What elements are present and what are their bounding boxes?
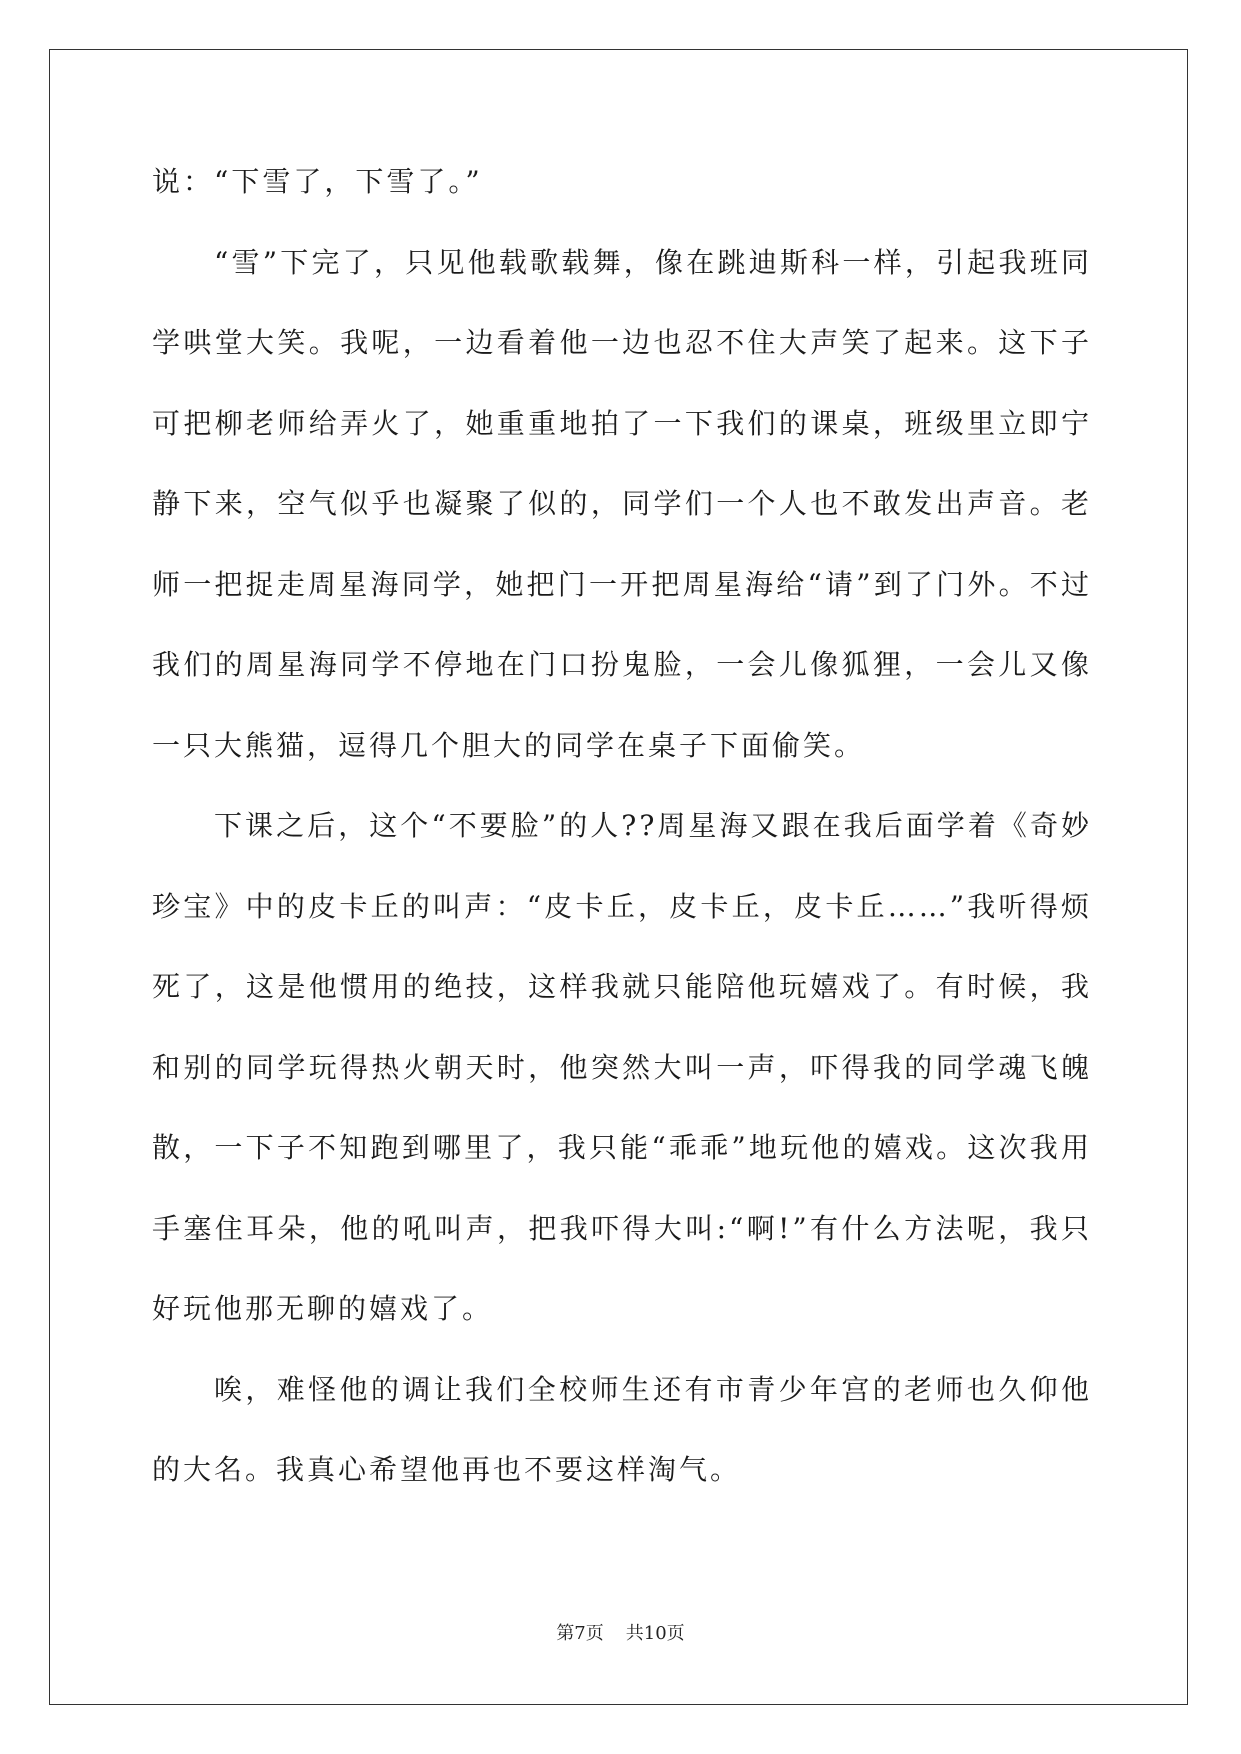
page-footer [0,1622,1241,1646]
page-number: 第7页 [556,1623,604,1644]
paragraph-1: 说：“下雪了，下雪了。” [152,165,483,198]
paragraph-3: 下课之后，这个“不要脸”的人??周星海又跟在我后面学着《奇妙珍宝》中的皮卡丘的叫声：“皮卡丘，皮卡丘，皮卡丘……”我听得烦死了，这是他惯用的绝技，这样我就只能陪他玩嬉戏了。有时候，我和别的同学玩得热火朝天时，他突然大叫一声，吓得我的同学魂飞魄散，一下子不知跑到哪里了，我只能“乖乖”地玩他的嬉戏。这次我用手塞住耳朵，他的吼叫声，把我吓得大叫:“啊!”有什么方法呢，我只好玩他那无聊的嬉戏了。 [152,809,1092,1325]
document-body [152,142,1092,1511]
page-total: 共10页 [625,1623,685,1644]
paragraph-2: “雪”下完了，只见他载歌载舞，像在跳迪斯科一样，引起我班同学哄堂大笑。我呢，一边看着他一边也忍不住大声笑了起来。这下子可把柳老师给弄火了，她重重地拍了一下我们的课桌，班级里立即宁静下来，空气似乎也凝聚了似的，同学们一个人也不敢发出声音。老师一把捉走周星海同学，她把门一开把周星海给“请”到了门外。不过我们的周星海同学不停地在门口扮鬼脸，一会儿像狐狸，一会儿又像一只大熊猫，逗得几个胆大的同学在桌子下面偷笑。 [152,245,1092,762]
paragraph-4: 唉，难怪他的调让我们全校师生还有市青少年宫的老师也久仰他的大名。我真心希望他再也不要这样淘气。 [152,1372,1092,1486]
